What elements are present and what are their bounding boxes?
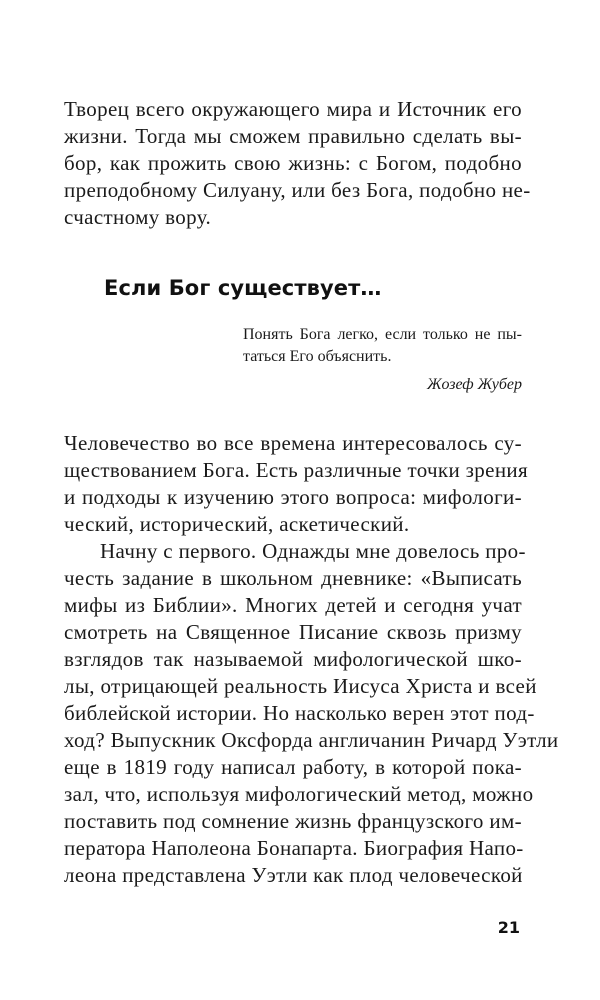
text-line: жизни. Тогда мы сможем правильно сделать вы- <box>64 124 522 148</box>
text-line: поставить под сомнение жизнь французского им- <box>64 809 522 833</box>
text-line: еще в 1819 году написал работу, в которой пока- <box>64 755 522 779</box>
text-line: смотреть на Священное Писание сквозь призму <box>64 620 522 644</box>
epigraph-author: Жозеф Жубер <box>427 376 522 393</box>
text-line: ход? Выпускник Оксфорда англичанин Ричард Уэтли <box>64 728 559 752</box>
epigraph-line: таться Его объяснить. <box>243 348 392 365</box>
page-number: 21 <box>497 918 520 937</box>
text-line: Человечество во все времена интересовалось су- <box>64 431 522 455</box>
text-line: и подходы к изучению этого вопроса: мифологи- <box>64 485 522 509</box>
text-line: лы, отрицающей реальность Иисуса Христа и всей <box>64 674 537 698</box>
text-line: преподобному Силуану, или без Бога, подобно не- <box>64 178 531 202</box>
text-line: Начну с первого. Однажды мне довелось про- <box>100 539 526 563</box>
text-line: счастному вору. <box>64 205 212 229</box>
text-line: ческий, исторический, аскетический. <box>64 512 410 536</box>
text-line: честь задание в школьном дневнике: «Выписать <box>64 566 522 590</box>
epigraph-line: Понять Бога легко, если только не пы- <box>243 326 522 343</box>
text-line: леона представлена Уэтли как плод человеческой <box>64 863 523 887</box>
text-line: библейской истории. Но насколько верен этот под- <box>64 701 535 725</box>
text-line: зал, что, используя мифологический метод, можно <box>64 782 534 806</box>
text-line: ществованием Бога. Есть различные точки зрения <box>64 458 529 482</box>
section-heading: Если Бог существует… <box>104 276 382 300</box>
text-line: ператора Наполеона Бонапарта. Биография Напо- <box>64 836 524 860</box>
text-line: мифы из Библии». Многих детей и сегодня учат <box>64 593 522 617</box>
text-line: Творец всего окружающего мира и Источник его <box>64 97 522 121</box>
text-line: взглядов так называемой мифологической шко- <box>64 647 522 671</box>
text-line: бор, как прожить свою жизнь: с Богом, подобно <box>64 151 522 175</box>
